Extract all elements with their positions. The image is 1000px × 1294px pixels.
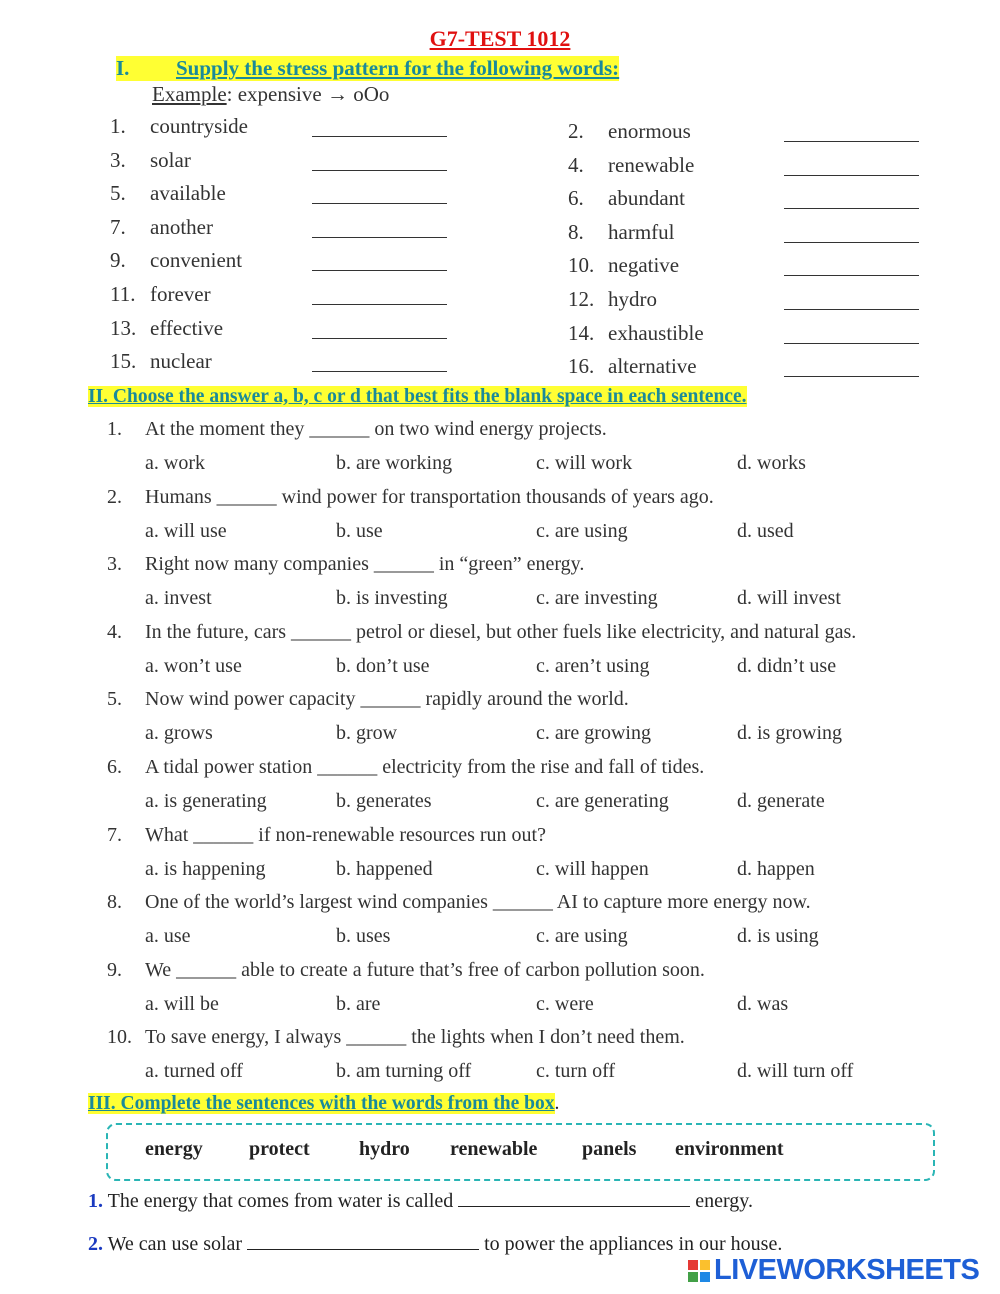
question-number: 2. [107,485,122,508]
answer-option-d[interactable]: d. generate [737,790,825,812]
answer-option-d[interactable]: d. works [737,452,806,474]
answer-option-b[interactable]: b. don’t use [336,654,430,677]
stress-answer-blank[interactable] [312,136,447,137]
answer-option-a[interactable]: a. grows [145,722,213,745]
logo-text: LIVEWORKSHEETS [714,1254,980,1286]
stress-word-item [110,114,248,139]
answer-option-c[interactable]: c. will work [536,452,633,474]
example-label: Example [152,82,227,106]
answer-option-c[interactable]: c. are generating [536,790,669,812]
word-number: 5. [110,181,126,206]
stress-answer-blank[interactable] [784,376,919,377]
question-number: 4. [107,620,122,643]
section1-heading [116,56,619,81]
word-number: 7. [110,214,126,239]
answer-option-b[interactable]: b. are working [336,452,453,474]
word-text: nuclear [150,349,212,374]
example-text: : expensive → oOo [226,82,390,106]
stress-word-item [110,181,226,206]
question-stem: Humans ______ wind power for transportation thousands of years ago. [145,485,714,508]
box-word: panels [582,1138,637,1160]
logo-mark-icon [688,1260,710,1282]
word-number: 15. [110,349,137,374]
section2-heading-text: II. Choose the answer a, b, c or d that best fits the blank space in each sentence. [88,386,747,407]
sentence-number: 2. [88,1233,103,1255]
question-text [107,1026,685,1049]
word-number: 6. [568,186,584,211]
word-number: 10. [568,253,595,278]
word-text: another [150,214,213,239]
section1-number: I. [116,56,130,80]
question-stem: To save energy, I always ______ the lights when I don’t need them. [145,1026,685,1049]
answer-option-c[interactable]: c. were [536,992,594,1015]
liveworksheets-logo[interactable] [688,1254,979,1287]
fill-in-blank[interactable] [458,1205,690,1207]
answer-option-b[interactable]: b. happened [336,857,433,880]
stress-answer-blank[interactable] [312,203,447,204]
answer-option-b[interactable]: b. uses [336,925,391,948]
word-number: 2. [568,119,584,143]
question-text [107,688,629,711]
word-text: available [150,181,226,206]
sentence-number: 1. [88,1190,103,1212]
question-text [107,959,705,982]
stress-answer-blank[interactable] [312,237,447,238]
answer-option-a[interactable]: a. work [145,452,205,474]
stress-answer-blank[interactable] [784,208,919,209]
stress-word-item [110,316,223,341]
stress-answer-blank[interactable] [312,304,447,305]
word-text: alternative [608,354,697,379]
question-text [107,486,714,509]
word-number: 14. [568,320,595,345]
question-stem: At the moment they ______ on two wind energy projects. [145,418,607,440]
stress-word-item [568,287,657,312]
box-word: hydro [359,1138,410,1160]
answer-option-b[interactable]: b. generates [336,790,432,812]
answer-option-a[interactable]: a. is generating [145,790,267,812]
answer-option-d[interactable]: d. is using [737,925,819,948]
stress-word-item [110,248,242,273]
question-number: 9. [107,958,122,981]
answer-option-a[interactable]: a. use [145,925,191,948]
word-text: abundant [608,186,685,211]
box-word: protect [249,1138,310,1160]
word-text: solar [150,147,191,172]
word-text: hydro [608,287,657,311]
question-stem: One of the world’s largest wind companies ______ AI to capture more energy now. [145,891,811,914]
answer-option-d[interactable]: d. is growing [737,722,842,745]
stress-word-item [568,253,679,278]
box-word: energy [145,1138,203,1160]
answer-option-a[interactable]: a. will be [145,992,219,1015]
stress-answer-blank[interactable] [312,338,447,339]
stress-answer-blank[interactable] [784,175,919,176]
answer-option-a[interactable]: a. is happening [145,857,266,880]
answer-option-b[interactable]: b. is investing [336,587,448,610]
stress-answer-blank[interactable] [784,343,919,344]
answer-option-c[interactable]: c. are investing [536,587,658,610]
answer-option-a[interactable]: a. won’t use [145,654,242,677]
stress-word-item [568,220,674,245]
word-text: enormous [608,119,691,143]
stress-answer-blank[interactable] [312,170,447,171]
question-number: 5. [107,688,122,711]
answer-option-b[interactable]: b. are [336,992,381,1015]
word-text: effective [150,315,224,340]
answer-option-d[interactable]: d. happen [737,857,815,880]
stress-word-item [110,148,191,173]
answer-option-d[interactable]: d. didn’t use [737,654,837,677]
fill-in-blank[interactable] [247,1248,479,1250]
word-number: 8. [568,219,584,244]
answer-option-d[interactable]: d. was [737,992,789,1015]
question-number: 7. [107,823,122,846]
word-number: 16. [568,354,595,379]
answer-option-d[interactable]: d. used [737,519,794,542]
question-text [107,418,607,441]
question-stem: We ______ able to create a future that’s free of carbon pollution soon. [145,958,705,981]
stress-answer-blank[interactable] [312,371,447,372]
stress-word-item [568,153,694,178]
answer-option-c[interactable]: c. are using [536,519,628,542]
word-text: countryside [150,114,248,138]
question-number: 8. [107,891,122,914]
word-number: 12. [568,287,595,311]
stress-answer-blank[interactable] [784,242,919,243]
answer-option-c[interactable]: c. will happen [536,857,649,880]
question-stem: Now wind power capacity ______ rapidly around the world. [145,688,629,711]
answer-option-b[interactable]: b. am turning off [336,1060,472,1083]
answer-option-c[interactable]: c. turn off [536,1060,616,1083]
word-number: 11. [110,282,136,306]
sentence-before: The energy that comes from water is called [107,1190,454,1212]
completion-sentence [88,1190,753,1213]
word-text: negative [608,253,680,278]
question-text [107,553,584,576]
question-number: 6. [107,756,122,778]
section1-heading-text: Supply the stress pattern for the following words: [176,56,620,80]
stress-word-item [110,349,212,374]
word-text: convenient [150,248,243,273]
stress-word-item [568,119,691,144]
stress-word-item [110,215,213,240]
example-line [152,82,389,107]
stress-word-item [110,282,211,307]
answer-option-c[interactable]: c. aren’t using [536,654,650,677]
sentence-before: We can use solar [107,1233,243,1255]
section3-heading-text: III. Complete the sentences with the words from the box [88,1093,555,1114]
word-text: harmful [608,219,675,244]
question-stem: Right now many companies ______ in “green” energy. [145,553,585,576]
stress-answer-blank[interactable] [784,275,919,276]
section3-heading-end: . [554,1093,560,1114]
answer-option-a[interactable]: a. invest [145,587,212,610]
stress-answer-blank[interactable] [784,309,919,310]
word-number: 3. [110,147,126,172]
question-number: 3. [107,553,122,576]
page-title: G7-TEST 1012 [429,26,571,51]
question-number: 10. [107,1026,132,1049]
question-text [107,824,546,847]
word-number: 1. [110,114,126,138]
question-number: 1. [107,418,122,440]
section3-heading [88,1093,559,1115]
question-text [107,756,704,779]
section2-heading [88,386,747,408]
word-number: 13. [110,315,137,340]
answer-option-b[interactable]: b. use [336,519,383,542]
answer-option-c[interactable]: c. are growing [536,722,651,745]
box-word: renewable [450,1138,538,1160]
word-text: renewable [608,152,695,177]
sentence-after: energy. [695,1190,754,1212]
question-stem: What ______ if non-renewable resources run out? [145,823,546,846]
box-word: environment [675,1138,784,1160]
completion-sentence [88,1233,782,1256]
stress-word-item [568,186,685,211]
stress-answer-blank[interactable] [784,141,919,142]
answer-option-a[interactable]: a. turned off [145,1060,243,1083]
stress-word-item [568,354,697,379]
sentence-after: to power the appliances in our house. [484,1233,783,1255]
answer-option-a[interactable]: a. will use [145,519,227,542]
word-text: exhaustible [608,320,704,345]
question-stem: A tidal power station ______ electricity from the rise and fall of tides. [145,756,705,778]
word-text: forever [150,282,211,306]
answer-option-d[interactable]: d. will turn off [737,1060,854,1083]
question-text [107,621,856,644]
word-number: 9. [110,248,126,273]
word-number: 4. [568,152,584,177]
stress-word-item [568,321,704,346]
question-stem: In the future, cars ______ petrol or diesel, but other fuels like electricity, and natural gas. [145,620,857,643]
answer-option-d[interactable]: d. will invest [737,587,841,610]
answer-option-b[interactable]: b. grow [336,722,398,745]
answer-option-c[interactable]: c. are using [536,925,628,948]
question-text [107,891,811,914]
stress-answer-blank[interactable] [312,270,447,271]
